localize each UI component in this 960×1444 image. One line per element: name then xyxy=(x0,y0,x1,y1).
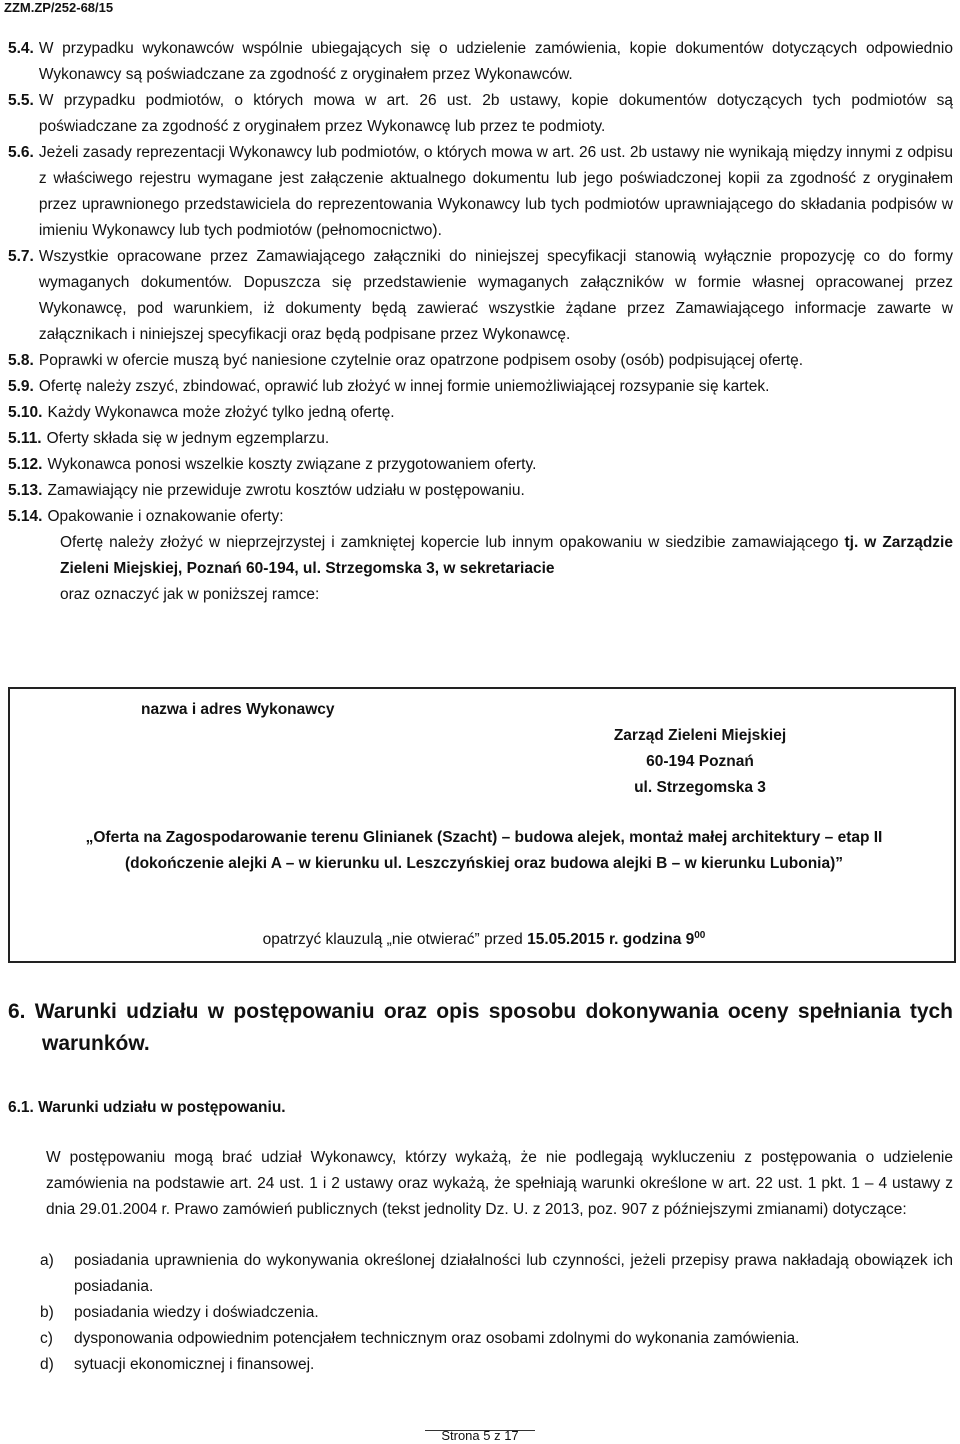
list-item xyxy=(8,504,953,530)
list-text: posiadania wiedzy i doświadczenia. xyxy=(74,1304,319,1321)
list-label: c) xyxy=(40,1330,53,1347)
list-label: a) xyxy=(40,1252,54,1269)
list-item xyxy=(8,426,953,452)
item-number: 5.12. xyxy=(8,456,43,473)
recipient-line: 60-194 Poznań xyxy=(646,753,754,770)
instruction-text: Ofertę należy złożyć w nieprzejrzystej i zamkniętej kopercie lub innym opakowaniu w siedzibie zamawiającego xyxy=(60,534,845,551)
item-number: 5.7. xyxy=(8,248,34,265)
item-text: Ofertę należy zszyć, zbindować, oprawić lub złożyć w innej formie uniemożliwiającej rozsypanie się kartek. xyxy=(38,378,770,395)
envelope-sender: nazwa i adres Wykonawcy xyxy=(141,701,335,718)
seal-minutes: 00 xyxy=(694,929,706,941)
list-item xyxy=(40,1326,953,1352)
page-number: Strona 5 z 17 xyxy=(441,1428,519,1443)
item-text: W przypadku podmiotów, o których mowa w art. 26 ust. 2b ustawy, kopie dokumentów dotyczących tych podmiotów są poświadczane za zgodność z oryginałem przez Wykonawcę lub przez te podmioty. xyxy=(38,92,953,135)
subsection-6-1-heading: 6.1. Warunki udziału w postępowaniu. xyxy=(8,1099,286,1116)
item-number: 5.14. xyxy=(8,508,43,525)
item-number: 5.5. xyxy=(8,92,34,109)
list-text: dysponowania odpowiednim potencjałem technicznym oraz osobami zdolnymi do wykonania zamówienia. xyxy=(74,1330,800,1347)
item-text: Wykonawca ponosi wszelkie koszty związane z przygotowaniem oferty. xyxy=(47,456,537,473)
section-heading-text: 6. Warunki udziału w postępowaniu oraz opis sposobu dokonywania oceny spełniania tych warunków. xyxy=(8,1000,953,1055)
item-text: Jeżeli zasady reprezentacji Wykonawcy lub podmiotów, o których mowa w art. 26 ust. 2b ustawy nie wynikają między innymi z odpisu z właściwego rejestru wymagane jest załączenie aktualnego dokumentu lub jego poświadczonej kopii za zgodność z oryginałem przez uprawnionego przedstawiciela do reprezentowania Wykonawcy lub tych podmiotów uprawniającego do składania podpisów w imieniu Wykonawcy lub tych podmiotów (pełnomocnictwo). xyxy=(38,144,953,239)
conditions-list xyxy=(40,1248,953,1378)
item-text: Oferty składa się w jednym egzemplarzu. xyxy=(46,430,330,447)
list-item xyxy=(40,1248,953,1300)
item-text: Każdy Wykonawca może złożyć tylko jedną ofertę. xyxy=(47,404,395,421)
list-label: b) xyxy=(40,1304,54,1321)
list-item xyxy=(8,244,953,348)
list-item xyxy=(8,36,953,88)
recipient-line: Zarząd Zieleni Miejskiej xyxy=(613,727,787,744)
list-item xyxy=(8,400,953,426)
list-item xyxy=(8,88,953,140)
envelope-frame xyxy=(8,687,956,963)
item-514-instructions xyxy=(8,530,953,608)
document-reference: ZZM.ZP/252-68/15 xyxy=(4,0,114,15)
instruction-address: tj. w Zarządzie Zieleni Miejskiej, Poznań 60-194, ul. Strzegomska 3, w sekretariacie xyxy=(60,534,953,577)
item-text: Poprawki w ofercie muszą być naniesione czytelnie oraz opatrzone podpisem osoby (osób) podpisującej ofertę. xyxy=(38,352,804,369)
item-number: 5.11. xyxy=(8,430,42,447)
list-item xyxy=(8,348,953,374)
section-6-heading xyxy=(8,996,953,1060)
item-number: 5.8. xyxy=(8,352,34,369)
item-text: Opakowanie i oznakowanie oferty: xyxy=(47,508,284,525)
seal-date: 15.05.2015 r. godzina 9 xyxy=(527,931,695,948)
item-number: 5.9. xyxy=(8,378,34,395)
item-text: W przypadku wykonawców wspólnie ubiegających się o udzielenie zamówienia, kopie dokumentów dotyczących odpowiednio Wykonawcy są poświadczane za zgodność z oryginałem przez Wykonawców. xyxy=(38,40,953,83)
section-5-items xyxy=(8,36,953,608)
item-text: Zamawiający nie przewiduje zwrotu kosztów udziału w postępowaniu. xyxy=(47,482,525,499)
list-text: posiadania uprawnienia do wykonywania określonej działalności lub czynności, jeżeli przepisy prawa nakładają obowiązek ich posiadania. xyxy=(74,1252,953,1295)
list-item xyxy=(8,478,953,504)
recipient-line: ul. Strzegomska 3 xyxy=(634,779,766,796)
envelope-offer-title: „Oferta na Zagospodarowanie terenu Glinianek (Szacht) – budowa alejek, montaż małej architektury – etap II (dokończenie alejki A – w kierunku ul. Leszczyńskiej oraz budowa alejki B – w kierunku Lubonia)” xyxy=(85,829,883,872)
item-number: 5.4. xyxy=(8,40,34,57)
envelope-recipient xyxy=(530,723,870,801)
list-item xyxy=(8,140,953,244)
item-number: 5.10. xyxy=(8,404,43,421)
item-number: 5.13. xyxy=(8,482,43,499)
list-text: sytuacji ekonomicznej i finansowej. xyxy=(74,1356,315,1373)
section-6-body: W postępowaniu mogą brać udział Wykonawcy, którzy wykażą, że nie podlegają wykluczeniu z postępowania o udzielenie zamówienia na podstawie art. 24 ust. 1 i 2 ustawy oraz wykażą, że spełniają warunki określone w art. 22 ust. 1 pkt. 1 – 4 ustawy z dnia 29.01.2004 r. Prawo zamówień publicznych (tekst jednolity Dz. U. z 2013, poz. 907 z późniejszymi zmianami) dotyczące: xyxy=(46,1149,953,1218)
list-item xyxy=(8,374,953,400)
list-item xyxy=(40,1300,953,1326)
envelope-seal-clause xyxy=(40,927,928,953)
item-number: 5.6. xyxy=(8,144,34,161)
instruction-text-end: oraz oznaczyć jak w poniższej ramce: xyxy=(60,586,320,603)
item-text: Wszystkie opracowane przez Zamawiającego załączniki do niniejszej specyfikacji stanowią wyłącznie propozycję co do formy wymaganych dokumentów. Dopuszcza się przedstawienie wymaganych załączników w formie własnej opracowanej przez Wykonawcę, pod warunkiem, iż dokumenty będą zawierać wszystkie żądane przez Zamawiającego informacje zawarte w załącznikach i niniejszej specyfikacji oraz będą podpisane przez Wykonawcę. xyxy=(38,248,953,343)
list-item xyxy=(40,1352,953,1378)
list-item xyxy=(8,452,953,478)
seal-prefix: opatrzyć klauzulą „nie otwierać” przed xyxy=(262,931,528,948)
list-label: d) xyxy=(40,1356,54,1373)
